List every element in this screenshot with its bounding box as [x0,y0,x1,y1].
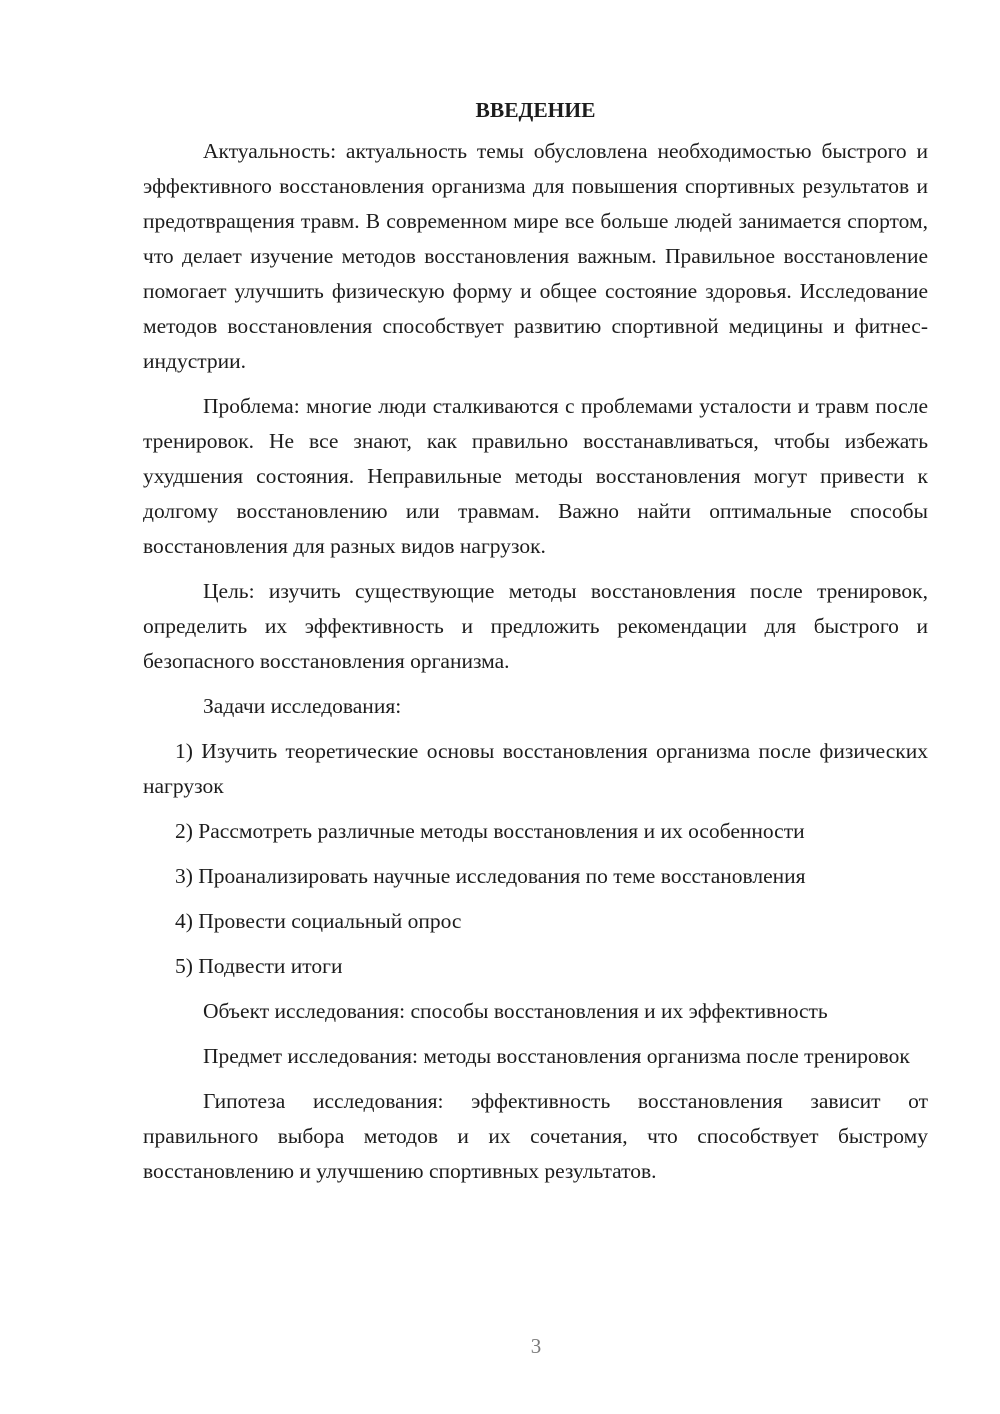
paragraph-object: Объект исследования: способы восстановления и их эффективность [203,999,828,1023]
task-item-1: 1) Изучить теоретические основы восстановления организма после физических нагрузок [143,739,928,798]
task-item-5: 5) Подвести итоги [175,954,343,978]
paragraph-subject: Предмет исследования: методы восстановления организма после тренировок [203,1044,910,1068]
page-number: 3 [530,1334,542,1358]
page-content [143,92,928,1199]
task-item-4: 4) Провести социальный опрос [175,909,462,933]
paragraph-hypothesis: Гипотеза исследования: эффективность восстановления зависит от правильного выбора методов и их сочетания, что способствует быстрому восстановлению и улучшению спортивных результатов. [143,1089,928,1183]
paragraph-problem: Проблема: многие люди сталкиваются с проблемами усталости и травм после тренировок. Не все знают, как правильно восстанавливаться, чтобы избежать ухудшения состояния. Неправильные методы восстановления могут привести к долгому восстановлению или травмам. Важно найти оптимальные способы восстановления для разных видов нагрузок. [143,394,928,558]
paragraph-goal: Цель: изучить существующие методы восстановления после тренировок, определить их эффективность и предложить рекомендации для быстрого и безопасного восстановления организма. [143,579,928,673]
task-item-3: 3) Проанализировать научные исследования по теме восстановления [175,864,806,888]
task-item-2: 2) Рассмотреть различные методы восстановления и их особенности [175,819,805,843]
page-title: ВВЕДЕНИЕ [475,98,596,122]
tasks-heading: Задачи исследования: [203,694,402,718]
paragraph-relevance: Актуальность: актуальность темы обусловлена необходимостью быстрого и эффективного восстановления организма для повышения спортивных результатов и предотвращения травм. В современном мире все больше людей занимается спортом, что делает изучение методов восстановления важным. Правильное восстановление помогает улучшить физическую форму и общее состояние здоровья. Исследование методов восстановления способствует развитию спортивной медицины и фитнес-индустрии. [143,139,928,373]
tasks-list [143,734,928,984]
